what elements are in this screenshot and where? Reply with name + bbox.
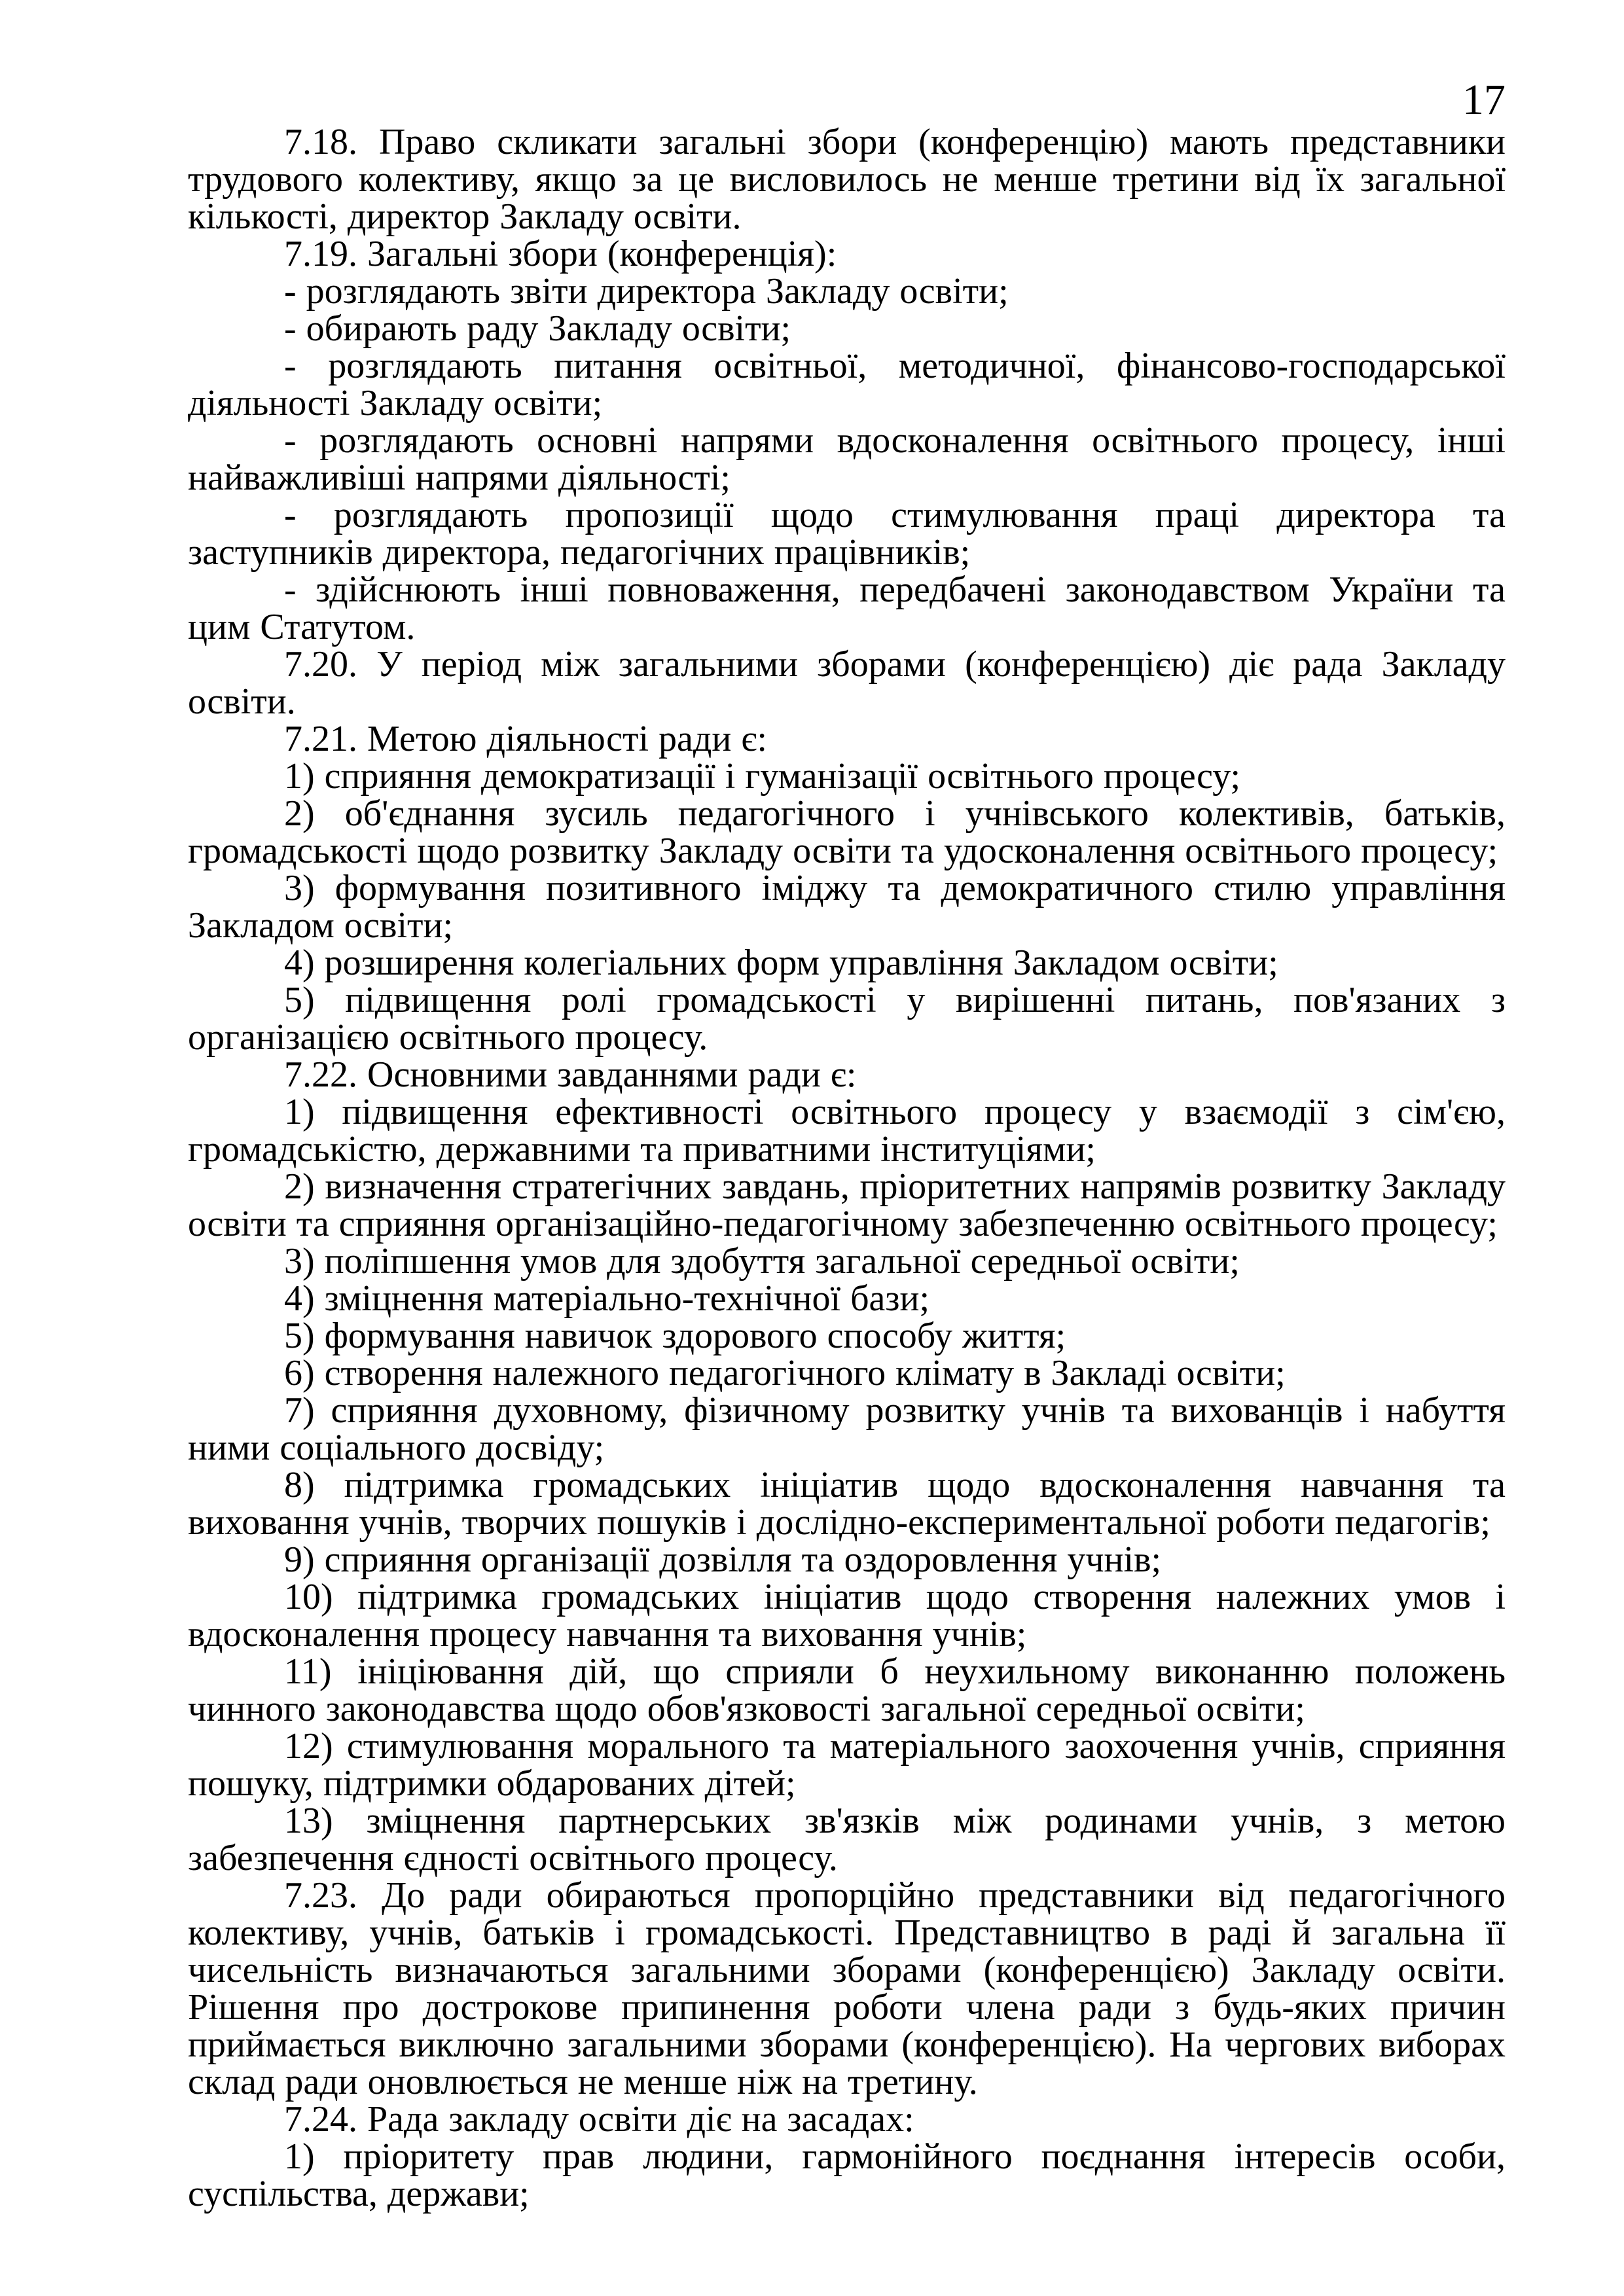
item-2-uniting-efforts: 2) об'єднання зусиль педагогічного і учнівського колективів, батьків, громадськості щодо розвитку Закладу освіти та удосконалення освітнього процесу;	[188, 793, 1506, 871]
item-1-democratization: 1) сприяння демократизації і гуманізації освітнього процесу;	[284, 756, 1241, 797]
item-4-collegial-forms: 4) розширення колегіальних форм управління Закладом освіти;	[284, 942, 1278, 983]
item-dash-consider-issues: - розглядають питання освітньої, методичної, фінансово-господарської діяльності Закладу освіти;	[188, 346, 1506, 423]
item-3-improving-conditions: 3) поліпшення умов для здобуття загальної середньої освіти;	[284, 1241, 1240, 1282]
item-dash-improvement-directions: - розглядають основні напрями вдосконалення освітнього процесу, інші найважливіші напрями діяльності;	[188, 420, 1506, 498]
item-4-material-base: 4) зміцнення матеріально-технічної бази;	[284, 1278, 930, 1319]
item-2-strategic-tasks: 2) визначення стратегічних завдань, пріоритетних напрямів розвитку Закладу освіти та сприяння організаційно-педагогічному забезпеченню освітнього процесу;	[188, 1166, 1506, 1244]
page-number: 17	[1462, 76, 1506, 124]
para-7-20: 7.20. У період між загальними зборами (конференцією) діє рада Закладу освіти.	[188, 644, 1506, 722]
item-dash-proposals: - розглядають пропозиції щодо стимулювання праці директора та заступників директора, педагогічних працівників;	[188, 495, 1506, 573]
document-page	[188, 76, 1506, 2214]
para-7-18: 7.18. Право скликати загальні збори (конференцію) мають представники трудового колективу, якщо за це висловилось не менше третини від їх загальної кількості, директор Закладу освіти.	[188, 122, 1506, 237]
item-9-leisure-health: 9) сприяння організації дозвілля та оздоровлення учнів;	[284, 1539, 1162, 1580]
item-5-public-role: 5) підвищення ролі громадськості у вирішенні питань, пов'язаних з організацією освітнього процесу.	[188, 980, 1506, 1058]
item-1-effectiveness: 1) підвищення ефективності освітнього процесу у взаємодії з сім'єю, громадськістю, державними та приватними інституціями;	[188, 1092, 1506, 1170]
para-7-21: 7.21. Метою діяльності ради є:	[284, 719, 767, 759]
item-dash-elect-council: - обирають раду Закладу освіти;	[284, 308, 791, 349]
para-7-22: 7.22. Основними завданнями ради є:	[284, 1054, 857, 1095]
para-7-24: 7.24. Рада закладу освіти діє на засадах:	[284, 2099, 914, 2140]
item-1-priority-of-rights: 1) пріоритету прав людини, гармонійного поєднання інтересів особи, суспільства, держави;	[188, 2136, 1506, 2214]
para-7-23: 7.23. До ради обираються пропорційно представники від педагогічного колективу, учнів, батьків і громадськості. Представництво в раді й загальна її чисельність визначаються загальними зборами (конференцією) Закладу освіти. Рішення про дострокове припинення роботи члена ради з будь-яких причин приймається виключно загальними зборами (конференцією). На чергових виборах склад ради оновлюється не менше ніж на третину.	[188, 1875, 1506, 2102]
item-3-positive-image: 3) формування позитивного іміджу та демократичного стилю управління Закладом освіти;	[188, 868, 1506, 946]
item-12-encouragement: 12) стимулювання морального та матеріального заохочення учнів, сприяння пошуку, підтримки обдарованих дітей;	[188, 1726, 1506, 1804]
item-dash-reports: - розглядають звіти директора Закладу освіти;	[284, 271, 1009, 312]
item-11-initiating-actions: 11) ініціювання дій, що сприяли б неухильному виконанню положень чинного законодавства щодо обов'язковості загальної середньої освіти;	[188, 1651, 1506, 1729]
document-body	[188, 124, 1506, 2213]
para-7-19: 7.19. Загальні збори (конференція):	[284, 234, 837, 274]
item-5-healthy-lifestyle: 5) формування навичок здорового способу життя;	[284, 1316, 1066, 1356]
item-7-spiritual-development: 7) сприяння духовному, фізичному розвитку учнів та вихованців і набуття ними соціального досвіду;	[188, 1390, 1506, 1468]
item-dash-other-powers: - здійснюють інші повноваження, передбачені законодавством України та цим Статутом.	[188, 569, 1506, 647]
item-13-partnerships: 13) зміцнення партнерських зв'язків між родинами учнів, з метою забезпечення єдності освітнього процесу.	[188, 1801, 1506, 1878]
item-6-pedagogical-climate: 6) створення належного педагогічного клімату в Закладі освіти;	[284, 1353, 1286, 1393]
item-8-public-initiatives-education: 8) підтримка громадських ініціатив щодо вдосконалення навчання та виховання учнів, творчих пошуків і дослідно-експериментальної роботи педагогів;	[188, 1465, 1506, 1543]
item-10-public-initiatives-conditions: 10) підтримка громадських ініціатив щодо створення належних умов і вдосконалення процесу навчання та виховання учнів;	[188, 1577, 1506, 1655]
